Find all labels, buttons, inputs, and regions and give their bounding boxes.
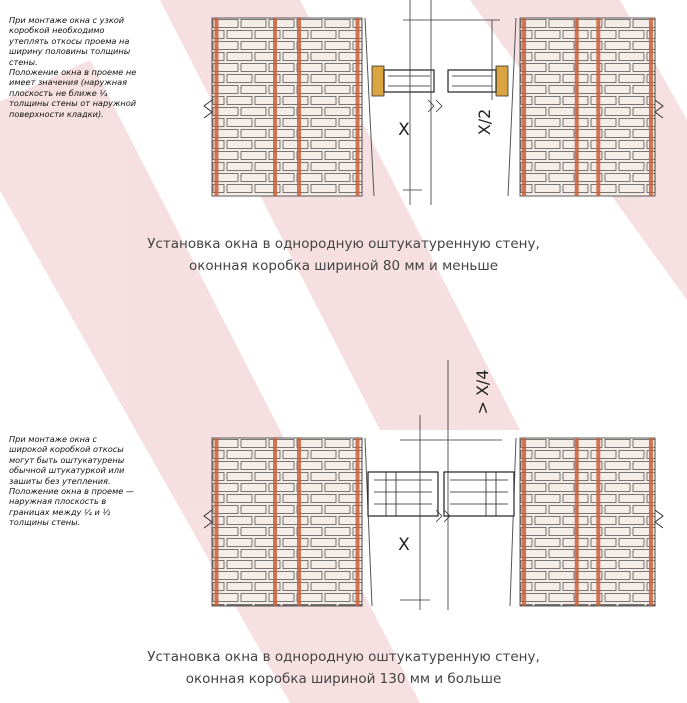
top-dim-half-label: X/2 [475, 108, 494, 136]
bottom-right-wall [520, 438, 655, 606]
bottom-left-wall [212, 438, 362, 606]
top-caption [0, 233, 687, 277]
caption-line: Установка окна в однородную оштукатуренную стену, [147, 236, 540, 252]
note-line: могут быть оштукатурены [9, 454, 125, 465]
note-line: толщины стены от наружной [9, 98, 137, 109]
top-right-wall [520, 18, 655, 196]
caption-line: оконная коробка шириной 130 мм и больше [185, 671, 502, 687]
note-line: стены. [9, 56, 38, 67]
top-window-frame [372, 66, 508, 96]
note-line: поверхности кладки). [9, 108, 104, 119]
top-dim-x-label: X [398, 120, 410, 140]
note-line: широкой коробкой откосы [9, 444, 124, 455]
note-line: При монтаже окна с узкой [9, 15, 125, 25]
bottom-window-frame [368, 472, 514, 516]
note-line: Положение окна в проеме не [9, 67, 137, 78]
bottom-dim-quarter-label: > X/4 [473, 369, 492, 415]
caption-line: Установка окна в однородную оштукатуренную стену, [147, 649, 540, 665]
note-line: зашиты без утепления. [9, 475, 111, 486]
caption-line: оконная коробка шириной 80 мм и меньше [188, 258, 499, 274]
note-line: имеет значения (наружная [9, 77, 128, 88]
note-line: ширину половины толщины [9, 46, 131, 57]
bottom-wall-section-drawing [190, 360, 670, 615]
note-line: наружная плоскость в [9, 496, 107, 507]
top-wall-section-drawing [190, 0, 670, 215]
note-line: коробкой необходимо [9, 25, 105, 36]
note-line: Положение окна в проеме — [9, 486, 135, 497]
note-line: толщины стены. [9, 517, 81, 528]
note-line: утеплять откосы проема на [9, 35, 130, 46]
note-line: плоскость не ближе ¼ [9, 87, 108, 98]
bottom-caption [0, 646, 687, 690]
bottom-installation-note [9, 434, 159, 528]
note-line: границах между ¼ и ½ [9, 506, 111, 517]
note-line: обычной штукатуркой или [9, 465, 125, 476]
top-installation-note [9, 15, 159, 119]
top-left-wall [212, 18, 362, 196]
note-line: При монтаже окна с [9, 434, 98, 444]
bottom-dim-x-label: X [398, 535, 410, 555]
